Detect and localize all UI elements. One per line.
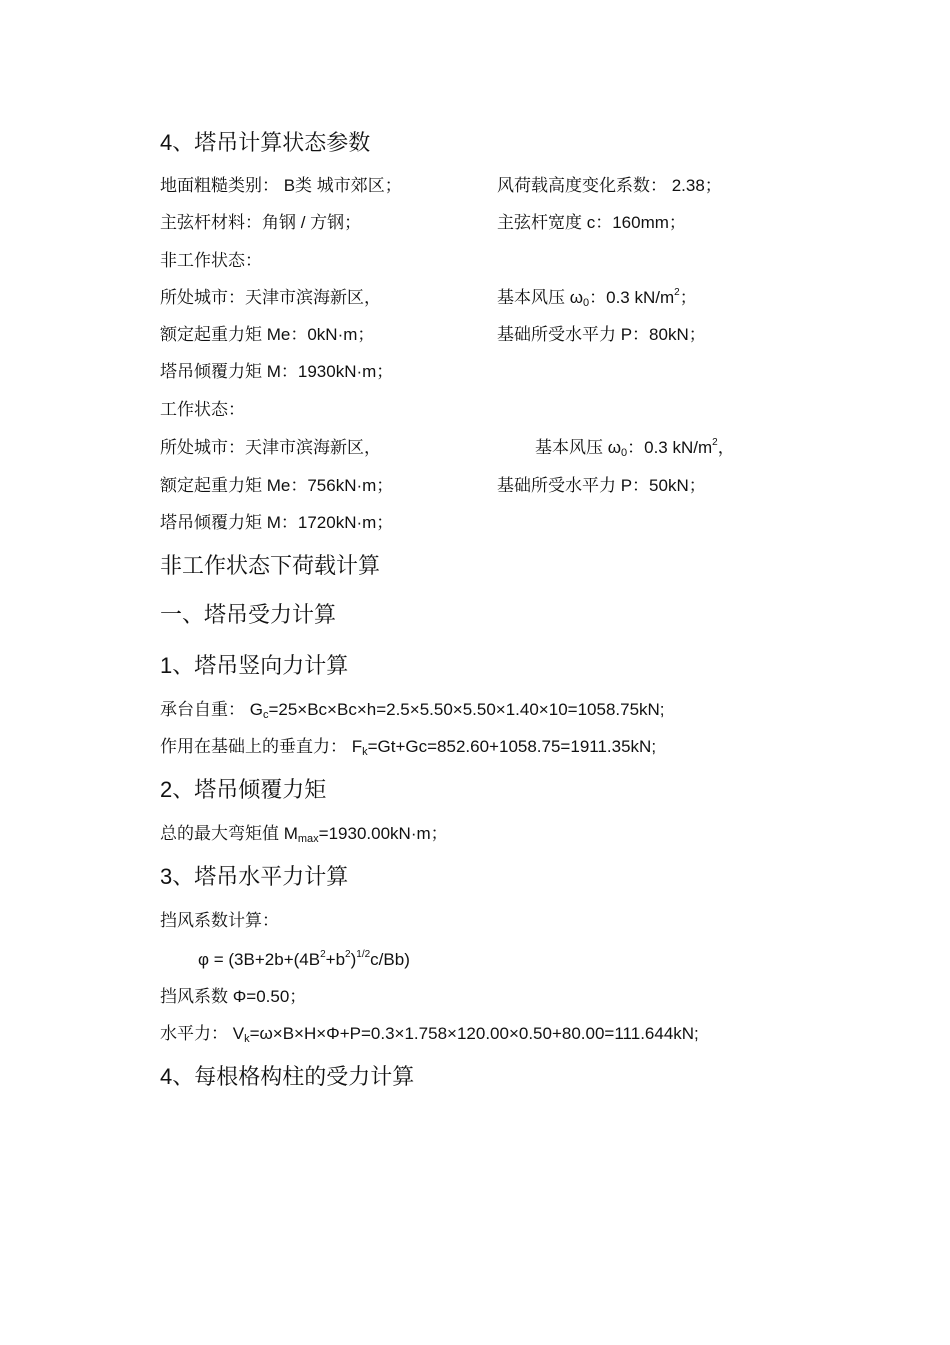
wind-coeff-value: 挡风系数 Φ=0.50； — [160, 987, 307, 1006]
load-calc-heading: 非工作状态下荷载计算 — [160, 553, 381, 578]
vertical-force-formula: 作用在基础上的垂直力： $F_k=Gt+Gc=852.60+1058.75=1911.35kN$; — [160, 737, 657, 758]
chord-width-line: 主弦杆宽度 c：160mm； — [497, 213, 686, 232]
non-working-rated-moment: 额定起重力矩 Me：0kN·m； — [160, 325, 375, 344]
working-horizontal-force: 基础所受水平力 P：50kN； — [497, 476, 706, 495]
working-overturn-moment: 塔吊倾覆力矩 M：1720kN·m； — [160, 513, 394, 532]
wind-coeff-calc-label: 挡风系数计算： — [160, 911, 279, 930]
horizontal-force-heading: 3、塔吊水平力计算 — [160, 864, 349, 889]
working-wind-pressure: 基本风压 $\omega_0$：0.3 $kN/m^2$， — [535, 437, 735, 459]
max-moment-line: 总的最大弯矩值 $M_{max}=1930.00kN\cdot m$； — [160, 824, 448, 845]
chord-material-line: 主弦杆材料：角钢 / 方钢； — [160, 213, 362, 232]
section-title: 4、塔吊计算状态参数 — [160, 130, 371, 155]
phi-formula: $\varphi = (3B+2b+(4B^2+b^2)^{1/2}c/Bb)$ — [198, 949, 410, 969]
overturn-moment-heading: 2、塔吊倾覆力矩 — [160, 777, 327, 802]
non-working-city: 所处城市：天津市滨海新区， — [160, 288, 381, 307]
working-label: 工作状态： — [160, 400, 245, 419]
working-rated-moment: 额定起重力矩 Me：756kN·m； — [160, 476, 394, 495]
ground-roughness-line: 地面粗糙类别： B类 城市郊区； — [160, 176, 402, 195]
cap-self-weight-formula: 承台自重： $G_c=25\times Bc\times Bc\times h=2.5\times 5.50\times 5.50\times 1.40\times 10=1058.75kN$; — [160, 700, 665, 721]
lattice-column-heading: 4、每根格构柱的受力计算 — [160, 1064, 415, 1089]
horizontal-force-formula: 水平力： $V_k=\omega\times B\times H\times\Phi+P=0.3\times 1.758\times 120.00\times 0.50+80.00=111.644kN$; — [160, 1024, 699, 1045]
non-working-horizontal-force: 基础所受水平力 P：80kN； — [497, 325, 706, 344]
wind-height-coeff-line: 风荷载高度变化系数： 2.38； — [497, 176, 722, 195]
working-city: 所处城市：天津市滨海新区， — [160, 438, 381, 457]
non-working-overturn-moment: 塔吊倾覆力矩 M：1930kN·m； — [160, 362, 394, 381]
non-working-wind-pressure: 基本风压 $\omega_0$：0.3 $kN/m^2$； — [497, 287, 697, 309]
part1-heading: 一、塔吊受力计算 — [160, 602, 337, 627]
vertical-force-heading: 1、塔吊竖向力计算 — [160, 653, 349, 678]
non-working-label: 非工作状态： — [160, 251, 262, 270]
